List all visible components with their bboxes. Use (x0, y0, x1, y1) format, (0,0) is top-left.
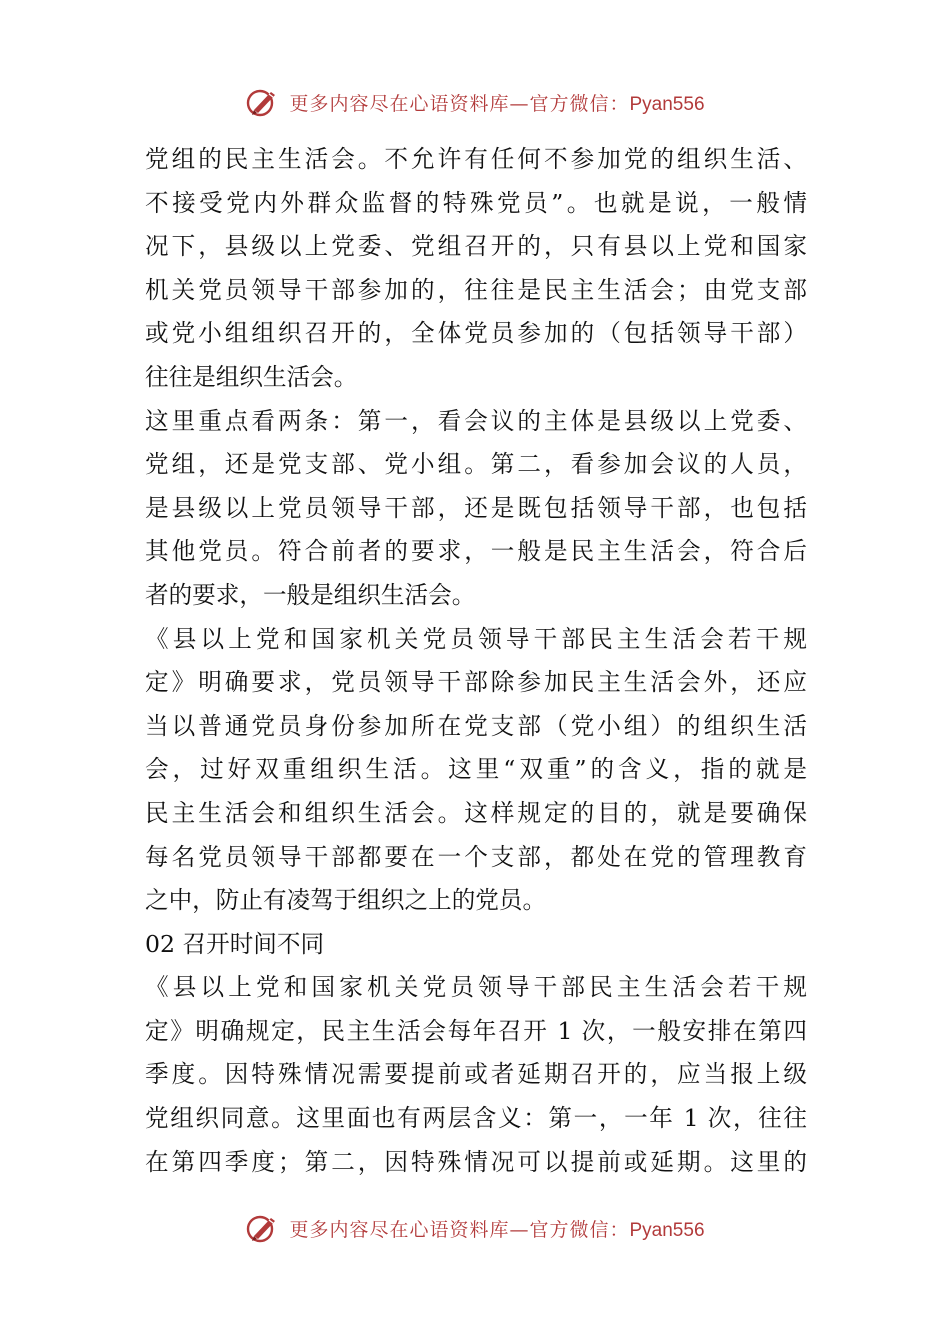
text-line: 民主生活会和组织生活会。这样规定的目的，就是要确保 (145, 798, 807, 827)
text-line: 者的要求，一般是组织生活会。 (145, 580, 476, 609)
watermark-text: 更多内容尽在心语资料库—官方微信：Pyan556 (289, 1218, 705, 1241)
text-line: 定》明确规定，民主生活会每年召开 1 次，一般安排在第四 (145, 1016, 807, 1045)
header-watermark (0, 82, 950, 122)
text-line: 党组织同意。这里面也有两层含义：第一，一年 1 次，往往 (145, 1104, 807, 1133)
text-line: 机关党员领导干部参加的，往往是民主生活会；由党支部 (145, 275, 807, 304)
text-line: 这里重点看两条：第一，看会议的主体是县级以上党委、 (145, 406, 807, 435)
text-line: 当以普通党员身份参加所在党支部（党小组）的组织生活 (145, 711, 807, 740)
text-line: 在第四季度；第二，因特殊情况可以提前或延期。这里的 (145, 1147, 807, 1176)
pen-logo-icon (245, 84, 281, 120)
text-line: 党组的民主生活会。不允许有任何不参加党的组织生活、 (145, 145, 807, 173)
text-line: 党组，还是党支部、党小组。第二，看参加会议的人员， (145, 450, 807, 479)
text-line: 02 召开时间不同 (145, 929, 325, 958)
text-line: 定》明确要求，党员领导干部除参加民主生活会外，还应 (145, 668, 807, 697)
text-line: 每名党员领导干部都要在一个支部，都处在党的管理教育 (145, 842, 807, 871)
text-line: 不接受党内外群众监督的特殊党员”。也就是说，一般情 (145, 188, 807, 217)
pen-logo-icon (245, 1210, 281, 1246)
text-line: 《县以上党和国家机关党员领导干部民主生活会若干规 (145, 624, 807, 653)
text-line: 或党小组组织召开的，全体党员参加的（包括领导干部） (145, 319, 807, 348)
text-line: 是县级以上党员领导干部，还是既包括领导干部，也包括 (145, 493, 807, 522)
text-line: 况下，县级以上党委、党组召开的，只有县以上党和国家 (145, 232, 807, 261)
text-line: 《县以上党和国家机关党员领导干部民主生活会若干规 (145, 973, 807, 1002)
text-line: 会，过好双重组织生活。这里“双重”的含义，指的就是 (145, 755, 807, 784)
watermark-text: 更多内容尽在心语资料库—官方微信：Pyan556 (289, 92, 705, 115)
footer-watermark (0, 1208, 950, 1248)
text-line: 之中，防止有凌驾于组织之上的党员。 (145, 886, 547, 915)
text-line: 季度。因特殊情况需要提前或者延期召开的，应当报上级 (145, 1060, 807, 1089)
text-line: 其他党员。符合前者的要求，一般是民主生活会，符合后 (145, 537, 807, 566)
text-line: 往往是组织生活会。 (145, 362, 358, 391)
document-body (145, 138, 807, 1184)
